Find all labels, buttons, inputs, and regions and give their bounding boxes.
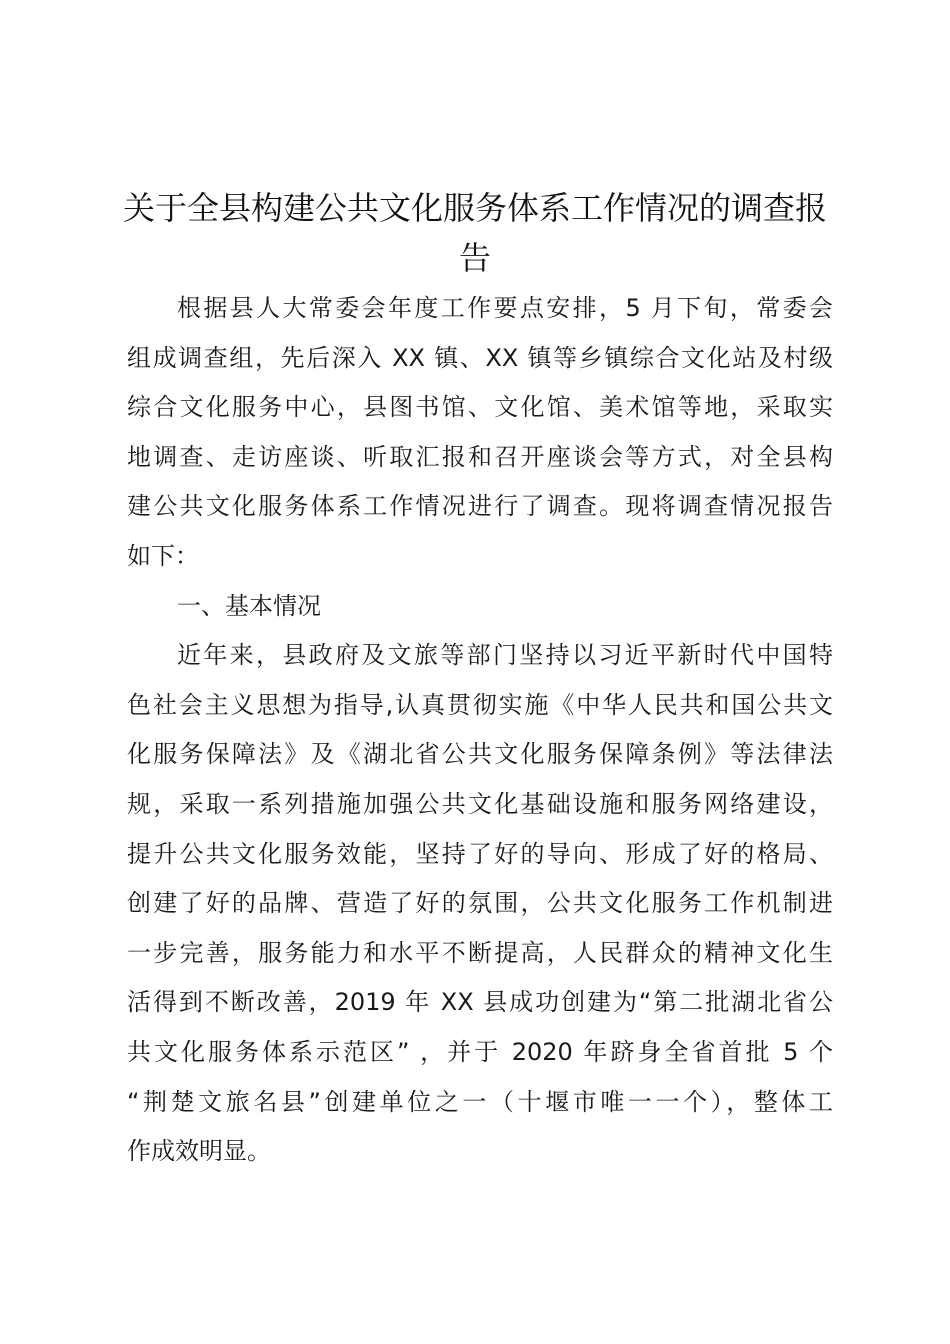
text-line: 共文化服务体系示范区” ，并于 2020 年跻身全省首批 5 个 [127, 1037, 833, 1066]
text-line: 活得到不断改善，2019 年 XX 县成功创建为“第二批湖北省公 [127, 988, 833, 1017]
text-line: 如下： [127, 541, 199, 570]
section-heading: 一、基本情况 [177, 591, 321, 620]
text-line: 化服务保障法》及《湖北省公共文化服务保障条例》等法律法 [127, 740, 833, 769]
document-body [127, 284, 833, 1177]
text-line: 作成效明显。 [127, 1137, 271, 1166]
text-line: 一步完善，服务能力和水平不断提高，人民群众的精神文化生 [127, 938, 833, 967]
text-line: 规，采取一系列措施加强公共文化基础设施和服务网络建设， [127, 789, 833, 818]
text-line: 根据县人大常委会年度工作要点安排，5 月下旬，常委会 [177, 294, 833, 322]
text-line: 综合文化服务中心，县图书馆、文化馆、美术馆等地，采取实 [127, 393, 833, 422]
text-line: “荆楚文旅名县”创建单位之一（十堰市唯一一个），整体工 [127, 1087, 833, 1116]
text-line: 地调查、走访座谈、听取汇报和召开座谈会等方式，对全县构 [127, 442, 833, 471]
text-line: 建公共文化服务体系工作情况进行了调查。现将调查情况报告 [127, 492, 833, 521]
text-line: 提升公共文化服务效能，坚持了好的导向、形成了好的格局、 [127, 839, 833, 868]
text-line: 组成调查组，先后深入 XX 镇、XX 镇等乡镇综合文化站及村级 [127, 343, 833, 372]
text-line: 色社会主义思想为指导,认真贯彻实施《中华人民共和国公共文 [127, 690, 833, 719]
document-title: 关于全县构建公共文化服务体系工作情况的调查报告 [122, 189, 827, 277]
text-line: 创建了好的品牌、营造了好的氛围，公共文化服务工作机制进 [127, 889, 833, 918]
text-line: 近年来，县政府及文旅等部门坚持以习近平新时代中国特 [177, 641, 833, 670]
